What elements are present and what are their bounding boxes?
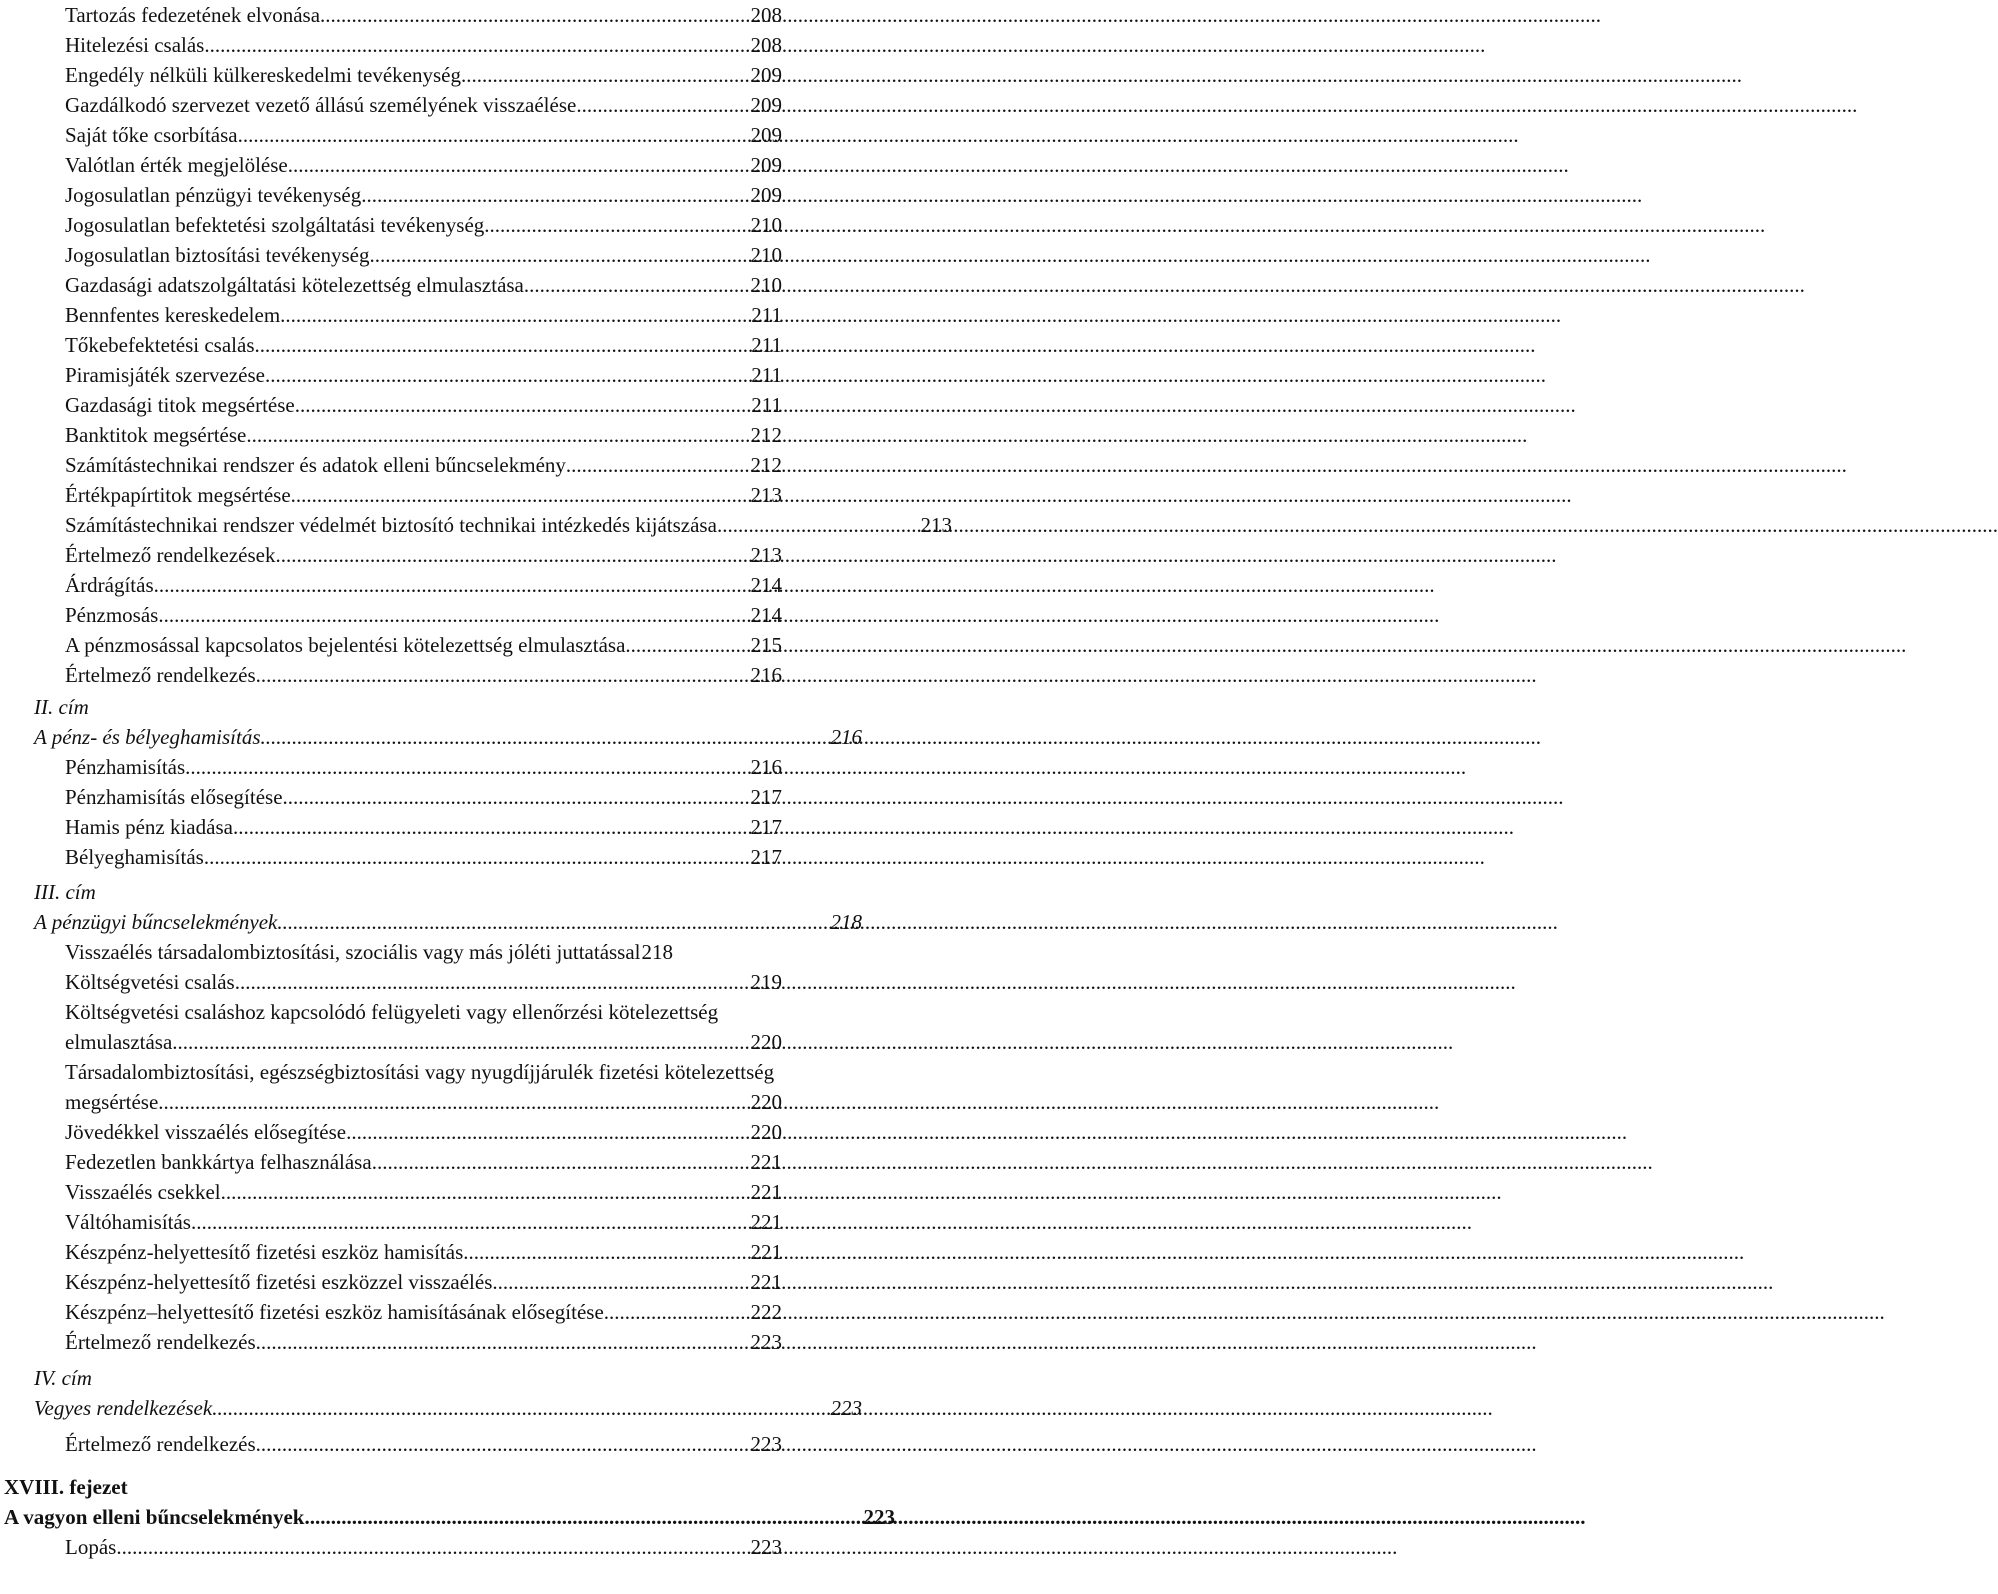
toc-entry [0, 300, 782, 330]
dot-leader [275, 540, 749, 570]
dot-leader [191, 1207, 750, 1237]
toc-entry [0, 630, 782, 660]
page-number: 221 [750, 1270, 782, 1294]
entry-title: XVIII. fejezet [4, 1475, 128, 1499]
page-number: 221 [750, 1210, 782, 1234]
entry-title: Fedezetlen bankkártya felhasználása [65, 1150, 372, 1174]
entry-title: II. cím [34, 695, 89, 719]
dot-leader [185, 752, 749, 782]
entry-title: Költségvetési csalás [65, 970, 235, 994]
entry-title: Készpénz–helyettesítő fizetési eszköz hamisításának elősegítése [65, 1300, 604, 1324]
entry-title: Piramisjáték szervezése [65, 363, 265, 387]
dot-leader [204, 30, 749, 60]
entry-title: Értelmező rendelkezés [65, 1330, 256, 1354]
toc-entry [0, 1177, 782, 1207]
toc-entry [0, 510, 952, 540]
page-number: 221 [750, 1150, 782, 1174]
dot-leader [361, 180, 749, 210]
entry-title: Számítástechnikai rendszer védelmét biztosító technikai intézkedés kijátszása [65, 513, 717, 537]
page-number: 222 [750, 1300, 782, 1324]
page-number: 212 [750, 423, 782, 447]
toc-entry [0, 782, 782, 812]
dot-leader [233, 812, 750, 842]
toc-entry [0, 390, 782, 420]
dot-leader [212, 1393, 829, 1423]
dot-leader [492, 1267, 749, 1297]
entry-title: Hamis pénz kiadása [65, 815, 233, 839]
dot-leader [291, 480, 750, 510]
dot-leader [116, 1532, 749, 1562]
entry-title: Tartozás fedezetének elvonása [65, 3, 321, 27]
page-number: 220 [750, 1090, 782, 1114]
toc-entry [0, 1532, 782, 1562]
dot-leader [238, 120, 750, 150]
entry-title: Hitelezési csalás [65, 33, 205, 57]
page-number: 213 [750, 543, 782, 567]
page-number: 208 [750, 3, 782, 27]
toc-entry [0, 1027, 782, 1057]
entry-title: Értelmező rendelkezés [65, 663, 256, 687]
toc-entry-continued [0, 1057, 774, 1087]
entry-title: IV. cím [34, 1366, 92, 1390]
toc-entry [0, 1147, 782, 1177]
entry-title: Visszaélés csekkel [65, 1180, 221, 1204]
toc-entry [0, 150, 782, 180]
page-number: 209 [750, 183, 782, 207]
entry-title: Értelmező rendelkezés [65, 1432, 256, 1456]
toc-entry [0, 240, 782, 270]
toc-entry [0, 90, 782, 120]
page-number: 223 [830, 1396, 862, 1420]
page-number: 213 [750, 483, 782, 507]
toc-entry [0, 752, 782, 782]
dot-leader [261, 722, 830, 752]
entry-title: Vegyes rendelkezések [34, 1396, 213, 1420]
page-number: 210 [750, 273, 782, 297]
page-number: 211 [751, 363, 782, 387]
toc-entry [0, 270, 782, 300]
entry-title: Bennfentes kereskedelem [65, 303, 281, 327]
toc-entry [0, 1237, 782, 1267]
page-number: 214 [750, 603, 782, 627]
page-number: 212 [750, 453, 782, 477]
section-title-entry [0, 907, 862, 937]
toc-entry [0, 1087, 782, 1117]
page-number: 217 [750, 815, 782, 839]
toc-entry [0, 360, 782, 390]
entry-title: Készpénz-helyettesítő fizetési eszköz hamisítás [65, 1240, 464, 1264]
page-number: 209 [750, 93, 782, 117]
dot-leader [280, 300, 750, 330]
toc-entry [0, 0, 782, 30]
entry-title: A vagyon elleni bűncselekmények [4, 1505, 305, 1529]
toc-entry [0, 540, 782, 570]
entry-title: A pénzmosással kapcsolatos bejelentési kötelezettség elmulasztása [65, 633, 626, 657]
page-number: 223 [750, 1432, 782, 1456]
toc-entry [0, 1297, 782, 1327]
entry-title: Készpénz-helyettesítő fizetési eszközzel visszaélés [65, 1270, 493, 1294]
entry-title: Értékpapírtitok megsértése [65, 483, 291, 507]
page-number: 221 [750, 1240, 782, 1264]
page-number: 210 [750, 213, 782, 237]
toc-entry [0, 420, 782, 450]
toc-entry [0, 60, 782, 90]
page-number: 208 [750, 33, 782, 57]
entry-title: Banktitok megsértése [65, 423, 247, 447]
dot-leader [265, 360, 750, 390]
entry-title: Gazdasági adatszolgáltatási kötelezettség elmulasztása [65, 273, 524, 297]
entry-title: Bélyeghamisítás [65, 845, 204, 869]
toc-entry [0, 450, 782, 480]
entry-title: Jogosulatlan pénzügyi tevékenység [65, 183, 362, 207]
dot-leader [158, 1087, 749, 1117]
toc-entry [0, 120, 782, 150]
dot-leader [277, 907, 829, 937]
toc-entry [0, 1117, 782, 1147]
dot-leader [172, 1027, 749, 1057]
toc-entry-continued [0, 997, 718, 1027]
dot-leader [256, 660, 750, 690]
page-number: 220 [750, 1120, 782, 1144]
dot-leader [369, 240, 749, 270]
page-number: 216 [750, 755, 782, 779]
entry-title: Jogosulatlan biztosítási tevékenység [65, 243, 370, 267]
entry-title: Jövedékkel visszaélés elősegítése [65, 1120, 347, 1144]
dot-leader [246, 420, 749, 450]
page-number: 211 [751, 333, 782, 357]
dot-leader [484, 210, 749, 240]
page-number: 209 [750, 153, 782, 177]
section-heading [0, 1363, 92, 1393]
dot-leader [255, 330, 751, 360]
entry-title: Valótlan érték megjelölése [65, 153, 288, 177]
entry-title: Társadalombiztosítási, egészségbiztosítási vagy nyugdíjjárulék fizetési kötelezettség [65, 1060, 775, 1084]
entry-title: Pénzhamisítás [65, 755, 186, 779]
entry-title: Értelmező rendelkezések [65, 543, 276, 567]
dot-leader [372, 1147, 750, 1177]
entry-title: Jogosulatlan befektetési szolgáltatási tevékenység [65, 213, 485, 237]
chapter-heading [0, 1472, 128, 1502]
dot-leader [576, 90, 749, 120]
page-number: 209 [750, 63, 782, 87]
section-title-entry [0, 1393, 862, 1423]
dot-leader [625, 630, 749, 660]
dot-leader [221, 1177, 750, 1207]
toc-entry [0, 812, 782, 842]
entry-title: elmulasztása [65, 1030, 173, 1054]
page-number: 218 [641, 940, 674, 964]
entry-title: Engedély nélküli külkereskedelmi tevékenység [65, 63, 461, 87]
entry-title: Gazdálkodó szervezet vezető állású személyének visszaélése [65, 93, 577, 117]
page-number: 211 [751, 393, 782, 417]
page-number: 216 [830, 725, 862, 749]
entry-title: III. cím [34, 880, 96, 904]
toc-entry [0, 480, 782, 510]
page-number: 217 [750, 845, 782, 869]
dot-leader [158, 600, 749, 630]
toc-entry [0, 30, 782, 60]
toc-entry [0, 937, 782, 967]
entry-title: Számítástechnikai rendszer és adatok elleni bűncselekmény [65, 453, 566, 477]
dot-leader [295, 390, 751, 420]
entry-title: megsértése [65, 1090, 159, 1114]
dot-leader [256, 1327, 750, 1357]
entry-title: Árdrágítás [65, 573, 154, 597]
page-number: 213 [920, 513, 952, 537]
dot-leader [461, 60, 750, 90]
dot-leader [283, 782, 750, 812]
dot-leader [463, 1237, 749, 1267]
toc-entry [0, 967, 782, 997]
entry-title: Tőkebefektetési csalás [65, 333, 255, 357]
entry-title: Pénzhamisítás elősegítése [65, 785, 283, 809]
page-number: 211 [751, 303, 782, 327]
dot-leader [566, 450, 750, 480]
dot-leader [204, 842, 750, 872]
page-number: 223 [750, 1330, 782, 1354]
entry-title: Gazdasági titok megsértése [65, 393, 295, 417]
section-heading [0, 692, 89, 722]
entry-title: Váltóhamisítás [65, 1210, 191, 1234]
dot-leader [288, 150, 750, 180]
page-number: 216 [750, 663, 782, 687]
entry-title: Költségvetési csaláshoz kapcsolódó felügyeleti vagy ellenőrzési kötelezettség [65, 1000, 719, 1024]
toc-entry [0, 1267, 782, 1297]
page-number: 215 [750, 633, 782, 657]
dot-leader [304, 1502, 862, 1532]
toc-entry [0, 210, 782, 240]
entry-title: Saját tőke csorbítása [65, 123, 238, 147]
toc-entry [0, 180, 782, 210]
toc-entry [0, 1207, 782, 1237]
toc-entry [0, 660, 782, 690]
entry-title: A pénzügyi bűncselekmények [34, 910, 278, 934]
dot-leader [154, 570, 750, 600]
page-number: 223 [750, 1535, 782, 1559]
page-number: 218 [830, 910, 862, 934]
dot-leader [604, 1297, 750, 1327]
page-number: 220 [750, 1030, 782, 1054]
page-number: 219 [750, 970, 782, 994]
toc-entry [0, 600, 782, 630]
chapter-title-entry [0, 1502, 895, 1532]
toc-entry [0, 842, 782, 872]
dot-leader [235, 967, 750, 997]
toc-entry [0, 1429, 782, 1459]
dot-leader [717, 510, 920, 540]
dot-leader [346, 1117, 749, 1147]
page-number: 210 [750, 243, 782, 267]
entry-title: Pénzmosás [65, 603, 159, 627]
page-number: 214 [750, 573, 782, 597]
page-number: 209 [750, 123, 782, 147]
dot-leader [524, 270, 750, 300]
section-heading [0, 877, 96, 907]
toc-entry [0, 570, 782, 600]
toc-entry [0, 1327, 782, 1357]
page-number: 217 [750, 785, 782, 809]
dot-leader [320, 0, 749, 30]
toc-entry [0, 330, 782, 360]
section-title-entry [0, 722, 862, 752]
dot-leader [256, 1429, 750, 1459]
entry-title: Visszaélés társadalombiztosítási, szociális vagy más jóléti juttatással [65, 940, 641, 964]
page-number: 221 [750, 1180, 782, 1204]
page-number: 223 [863, 1505, 895, 1529]
entry-title: Lopás [65, 1535, 117, 1559]
entry-title: A pénz- és bélyeghamisítás [34, 725, 261, 749]
